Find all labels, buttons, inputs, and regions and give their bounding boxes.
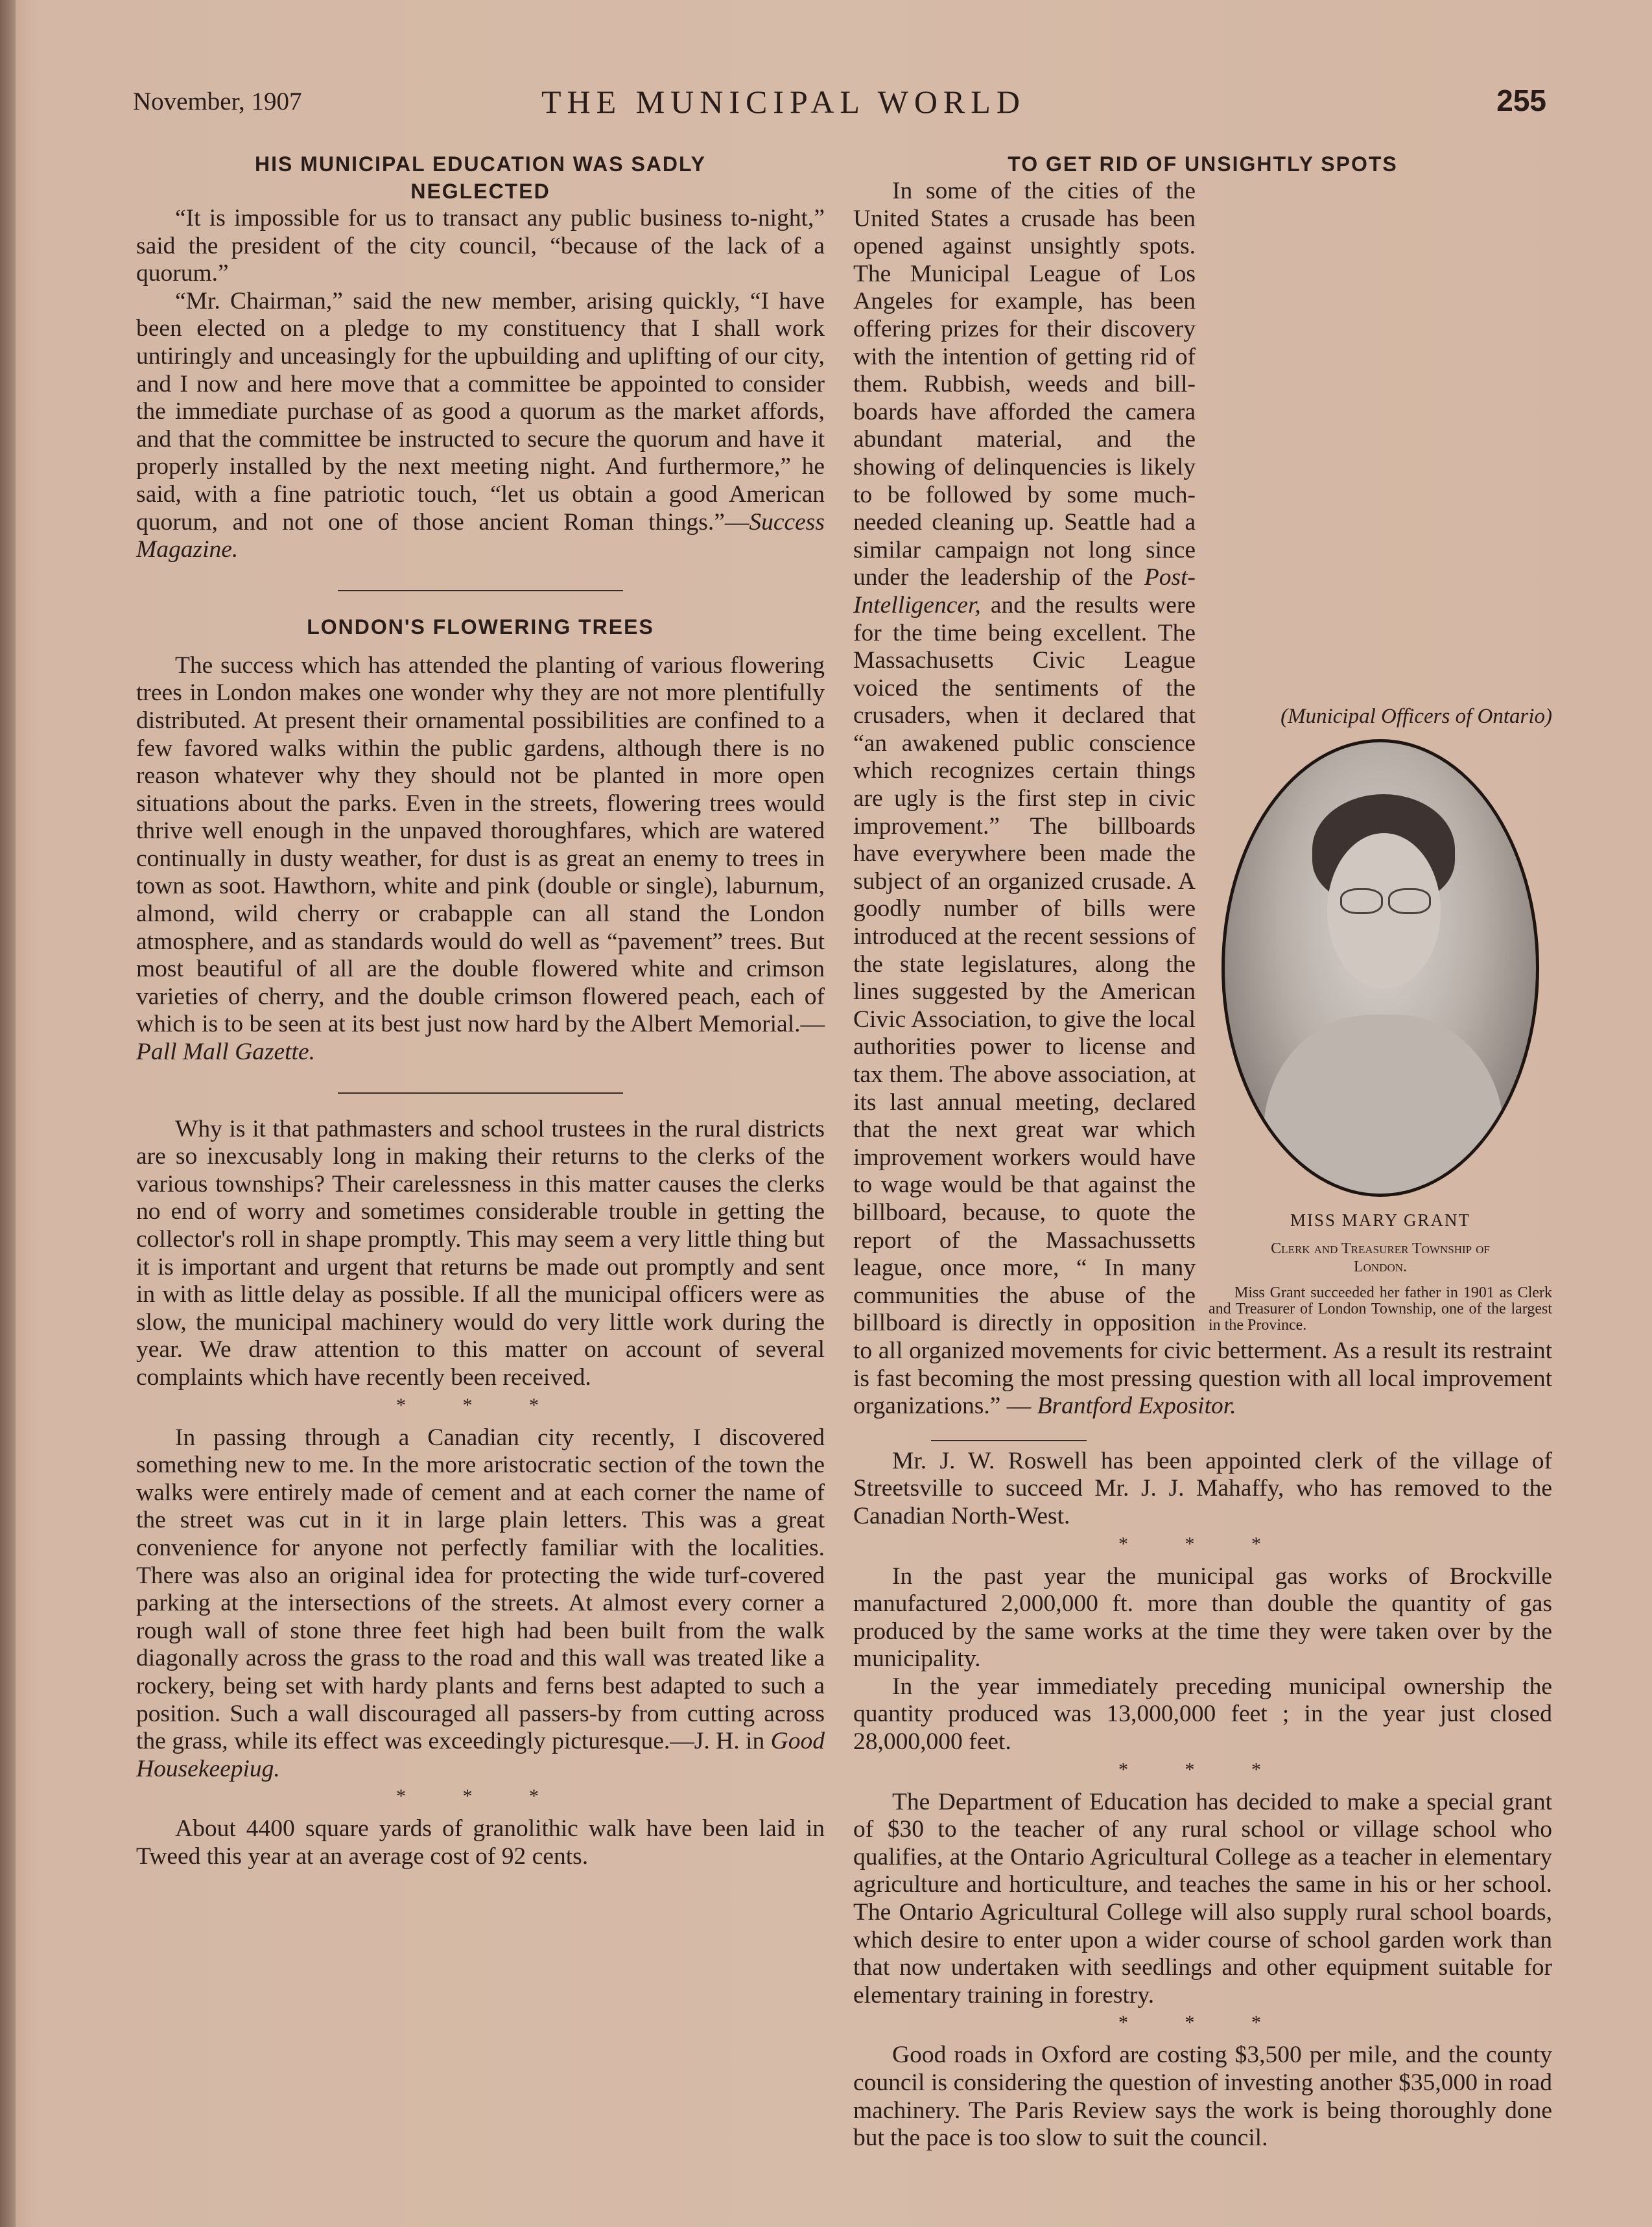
article-paragraph: Mr. J. W. Roswell has been appointed clerk of the village of Streetsville to succeed Mr. J. J. Mahaffy, who has removed to the Canadian North-West. — [853, 1447, 1552, 1529]
page-number: 255 — [1496, 84, 1546, 117]
paragraph-text: “Mr. Chairman,” said the new member, arising quickly, “I have been elected on a pledge to my constituency that I shall work untiringly and unceasingly for the upbuilding and uplifting of our city, and I now and here move that a committee be appointed to consider the immediate purchase of as good a quorum as the market affords, and that the committee be instructed to secure the quorum and have it properly installed by the next meeting night. And furthermore,” he said, with a fine patriotic touch, “let us obtain a good American quorum, and not one of those ancient Roman things.”— — [136, 287, 825, 536]
section-stars: * * * — [1118, 2012, 1287, 2034]
article-paragraph — [136, 652, 825, 1066]
journal-title: THE MUNICIPAL WORLD — [541, 84, 1026, 120]
article-title: TO GET RID OF UNSIGHTLY SPOTS — [1008, 152, 1398, 176]
source-citation: Brantford Expositor. — [1037, 1393, 1236, 1420]
portrait-figure — [1209, 703, 1552, 1334]
page-spine-shadow — [0, 0, 16, 2227]
article-paragraph: In the past year the municipal gas works of Brockville manufactured 2,000,000 ft. more than double the quantity of gas produced by the same works at the time they were taken over by the municipality. — [853, 1562, 1552, 1673]
article-paragraph — [136, 1424, 825, 1784]
section-stars: * * * — [396, 1785, 565, 1808]
page-header — [133, 83, 1546, 128]
right-column — [853, 150, 1552, 2152]
section-divider — [338, 1092, 623, 1094]
article-title: LONDON'S FLOWERING TREES — [307, 615, 654, 639]
article-paragraph: About 4400 square yards of granolithic walk have been laid in Tweed this year at an average cost of 92 cents. — [136, 1815, 825, 1870]
paragraph-text: In passing through a Canadian city recently, I discovered something new to me. In the more aristocratic section of the town the walks were entirely made of cement and at each corner the name of the street was cut in it in large plain letters. This was a great convenience for anyone not perfectly familiar with the localities. There was also an original idea for protecting the wide turf-covered parking at the intersections of the streets. At almost every corner a rough wall of stone three feet high had been built from the walk diagonally across the grass to the road and this wall was treated like a rockery, being set with hardy plants and ferns best adapted to such a position. Such a wall discouraged all passers-by from cutting across the grass, while its effect was exceedingly picturesque.—J. H. in — [136, 1424, 825, 1755]
portrait-title — [1209, 1240, 1552, 1276]
newspaper-name: Post-Intelligencer, — [853, 564, 1196, 619]
article-paragraph: Why is it that pathmasters and school trustees in the rural districts are so inexcusably long in making their returns to the clerks of the various townships? Their carelessness in this matter causes the clerks no end of worry and sometimes considerable trouble in getting the collector's roll in shape promptly. This may seem a very little thing but it is important and urgent that returns be made out promptly and sent in with as little delay as possible. If all the municipal officers were as slow, the municipal machinery would do very little work during the year. We draw attention to this matter on account of several complaints which have recently been received. — [136, 1115, 825, 1391]
section-divider — [338, 590, 623, 591]
article-paragraph — [136, 288, 825, 564]
section-divider — [931, 1440, 1087, 1441]
article-paragraph: “It is impossible for us to transact any public business to-night,” said the president of the city council, “because of the lack of a quorum.” — [136, 205, 825, 287]
portrait-name: MISS MARY GRANT — [1290, 1210, 1471, 1230]
left-column — [136, 150, 825, 1870]
source-citation: Success Magazine. — [136, 508, 825, 563]
portrait-body — [1264, 1015, 1504, 1197]
photo-credit: (Municipal Officers of Ontario) — [1280, 705, 1552, 728]
portrait-title-line: London. — [1353, 1258, 1408, 1275]
paragraph-text: The success which has attended the planting of various flowering trees in London makes one wonder why they are not more plentifully distributed. At present their ornamental possibilities are confined to a few favored walks within the public gardens, although there is no reason whatever why they should not be planted in more open situations about the parks. Even in the streets, flowering trees would thrive well enough in the unpaved thoroughfares, which are watered continually in dusty weather, for dust is as great an enemy to trees in town as soot. Hawthorn, white and pink (double or single), laburnum, almond, wild cherry or crabapple can all stand the London atmosphere, and as standards would do well as “pavement” trees. But most beautiful of all are the double flowered white and crimson varieties of cherry, and the double crimson flowered peach, each of which is to be seen at its best just now hard by the Albert Memorial.— — [136, 652, 825, 1038]
section-stars: * * * — [396, 1394, 565, 1416]
article-paragraph: Good roads in Oxford are costing $3,500 per mile, and the county council is considering the question of investing another $35,000 in road machinery. The Paris Review says the work is being thoroughly done but the pace is too slow to suit the council. — [853, 2042, 1552, 2152]
issue-date: November, 1907 — [133, 88, 302, 115]
portrait-photo — [1221, 739, 1539, 1197]
paragraph-text: In some of the cities of the United States a crusade has been opened against unsightly spots. The Municipal League of Los Angeles for example, has been offering prizes for their discovery with the intention of getting rid of them. Rubbish, weeds and bill-boards have afforded the camera abundant material, and the showing of delinquencies is likely to be followed by some much-needed cleaning up. Seattle had a similar campaign not long since under the leadership of the — [853, 178, 1196, 591]
portrait-note: Miss Grant succeeded her father in 1901 as Clerk and Treasurer of London Township, one of the largest in the Province. — [1209, 1284, 1552, 1334]
source-citation: Pall Mall Gazette. — [136, 1039, 315, 1066]
source-citation: Good Housekeepiug. — [136, 1728, 825, 1782]
article-paragraph: The Department of Education has decided to make a special grant of $30 to the teacher of any rural school or village school who qualifies, at the Ontario Agricultural College as a teacher in elementary agriculture and horticulture, and teaches the same in his or her school. The Ontario Agricultural College will also supply rural school boards, which desire to enter upon a wider course of school garden work than that now undertaken with seedlings and other equipment suitable for elementary training in forestry. — [853, 1788, 1552, 2009]
article-paragraph: In the year immediately preceding municipal ownership the quantity produced was 13,000,000 feet ; in the year just closed 28,000,000 feet. — [853, 1673, 1552, 1756]
article-title — [136, 150, 825, 205]
section-stars: * * * — [1118, 1533, 1287, 1555]
spectacles-icon — [1388, 888, 1431, 914]
paragraph-text: and the results were for the time being excellent. The Massachusetts Civic League voiced the sentiments of the crusaders, when it declared that “an awakened public conscience which recognizes certain things are ugly is the first step in civic improvement.” The billboards have everywhere been made the subject of an organized crusade. A goodly number of bills were introduced at the recent sessions of the state legislatures, along the lines suggested by the American Civic Association, to give the local authorities power to license and tax them. The above association, at its last annual meeting, declared that the next great war which improvement workers would have to wage would be that against the billboard, because, to quote the report of the Massachussetts league, once more, “ In many communities the abuse of the billboard is directly in opposition to all organized movements for civic betterment. As a result its restraint is fast becoming the most pressing question with all local improvement organizations.” — — [853, 591, 1552, 1420]
portrait-title-line: Clerk and Treasurer Township of — [1271, 1240, 1490, 1257]
article-title-line: HIS MUNICIPAL EDUCATION WAS SADLY — [255, 152, 706, 176]
section-stars: * * * — [1118, 1758, 1287, 1780]
article-title-line: NEGLECTED — [410, 180, 550, 203]
spectacles-icon — [1340, 888, 1383, 914]
